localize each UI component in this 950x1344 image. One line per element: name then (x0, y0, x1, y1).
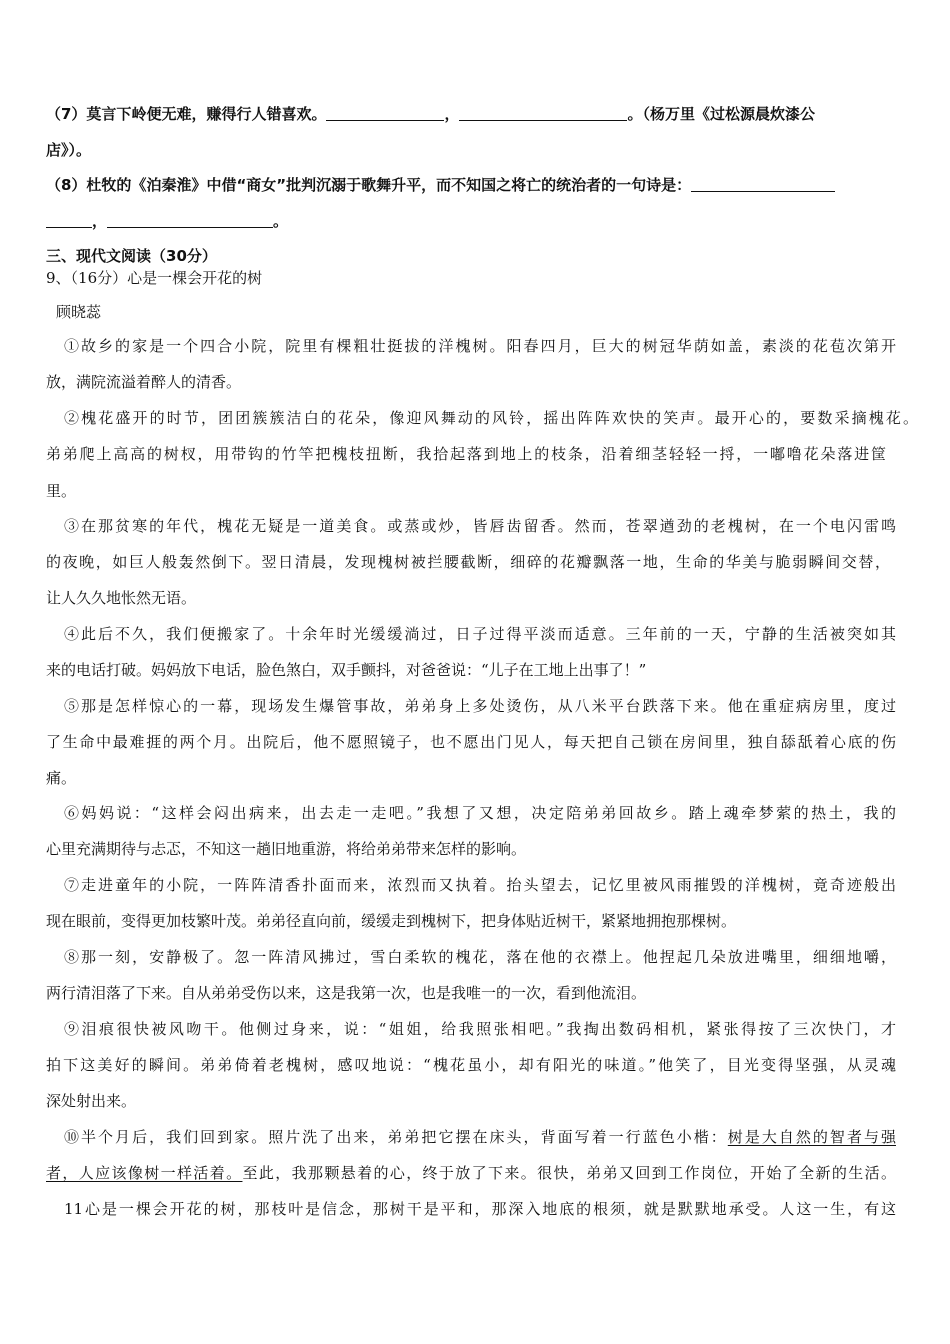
question-7-line-2: 店》）。 (46, 141, 92, 159)
question-8-line-1: （8）杜牧的《泊秦淮》中借“商女”批判沉溺于歌舞升平，而不知国之将亡的统治者的一句诗是： (46, 175, 904, 195)
paragraph-10-line-1: ⑩半个月后，我们回到家。照片洗了出来，弟弟把它摆在床头，背面写着一行蓝色小楷：树是大自然的智者与强 (64, 1128, 896, 1146)
answer-blank[interactable] (326, 106, 444, 121)
body-line: ⑨泪痕很快被风吻干。他侧过身来，说：“姐姐，给我照张相吧。”我掏出数码相机，紧张得按了三次快门，才 (64, 1020, 896, 1038)
underlined-sentence: 者，人应该像树一样活着。 (46, 1164, 243, 1182)
body-line: ①故乡的家是一个四合小院，院里有棵粗壮挺拔的洋槐树。阳春四月，巨大的树冠华荫如盖，素淡的花苞次第开 (64, 337, 896, 355)
body-line: 里。 (46, 482, 77, 500)
body-line: ③在那贫寒的年代，槐花无疑是一道美食。或蒸或炒，皆唇齿留香。然而，苍翠遒劲的老槐树，在一个电闪雷鸣 (64, 517, 896, 535)
section-title: 三、现代文阅读（30分） (46, 247, 217, 265)
body-line: ⑧那一刻，安静极了。忽一阵清风拂过，雪白柔软的槐花，落在他的衣襟上。他捏起几朵放进嘴里，细细地嚼， (64, 948, 896, 966)
answer-blank[interactable] (691, 177, 835, 192)
body-line: ②槐花盛开的时节，团团簇簇洁白的花朵，像迎风舞动的风铃，摇出阵阵欢快的笑声。最开心的，要数采摘槐花。 (64, 409, 918, 427)
body-line: 痛。 (46, 769, 77, 787)
question-9-title: 9、（16分）心是一棵会开花的树 (46, 269, 263, 287)
underlined-sentence: 树是大自然的智者与强 (727, 1128, 896, 1146)
body-line: ⑦走进童年的小院，一阵阵清香扑面而来，浓烈而又执着。抬头望去，记忆里被风雨摧毁的洋槐树，竟奇迹般出 (64, 876, 896, 894)
body-line: 弟弟爬上高高的树杈，用带钩的竹竿把槐枝扭断，我拾起落到地上的枝条，沿着细茎轻轻一捋，一嘟噜花朵落进筐 (46, 445, 886, 463)
author: 顾晓蕊 (56, 303, 102, 321)
body-line: 让人久久地怅然无语。 (46, 589, 197, 607)
body-line: 深处射出来。 (46, 1092, 137, 1110)
body-line: 的夜晚，如巨人般轰然倒下。翌日清晨，发现槐树被拦腰截断，细碎的花瓣飘落一地，生命的华美与脆弱瞬间交替， (46, 553, 890, 571)
answer-blank[interactable] (46, 213, 92, 228)
body-line: ④此后不久，我们便搬家了。十余年时光缓缓淌过，日子过得平淡而适意。三年前的一天，宁静的生活被突如其 (64, 625, 896, 643)
question-8-line-2: ， 。 (46, 211, 904, 231)
paragraph-11-line-1: 11心是一棵会开花的树，那枝叶是信念，那树干是平和，那深入地底的根须，就是默默地承受。人这一生，有这 (64, 1200, 896, 1218)
body-line: 来的电话打破。妈妈放下电话，脸色煞白，双手颤抖，对爸爸说：“儿子在工地上出事了！” (46, 661, 647, 679)
paragraph-10-line-2: 者，人应该像树一样活着。至此，我那颗悬着的心，终于放了下来。很快，弟弟又回到工作岗位，开始了全新的生活。 (46, 1164, 896, 1182)
body-line: ⑤那是怎样惊心的一幕，现场发生爆管事故，弟弟身上多处烫伤，从八米平台跌落下来。他在重症病房里，度过 (64, 697, 896, 715)
answer-blank[interactable] (107, 213, 273, 228)
body-line: 心里充满期待与忐忑，不知这一趟旧地重游，将给弟弟带来怎样的影响。 (46, 840, 527, 858)
body-line: ⑥妈妈说：“这样会闷出病来，出去走一走吧。”我想了又想，决定陪弟弟回故乡。踏上魂牵梦萦的热土，我的 (64, 804, 896, 822)
body-line: 放，满院流溢着醉人的清香。 (46, 373, 242, 391)
question-7-line-1: （7）莫言下岭便无难，赚得行人错喜欢。 ， 。（杨万里《过松源晨炊漆公 (46, 105, 815, 123)
body-line: 现在眼前，变得更加枝繁叶茂。弟弟径直向前，缓缓走到槐树下，把身体贴近树干，紧紧地拥抱那棵树。 (46, 912, 737, 930)
answer-blank[interactable] (459, 106, 627, 121)
body-line: 了生命中最难捱的两个月。出院后，他不愿照镜子，也不愿出门见人，每天把自己锁在房间里，独自舔舐着心底的伤 (46, 733, 896, 751)
body-line: 拍下这美好的瞬间。弟弟倚着老槐树，感叹地说：“槐花虽小，却有阳光的味道。”他笑了，目光变得坚强，从灵魂 (46, 1056, 896, 1074)
body-line: 两行清泪落了下来。自从弟弟受伤以来，这是我第一次，也是我唯一的一次，看到他流泪。 (46, 984, 647, 1002)
